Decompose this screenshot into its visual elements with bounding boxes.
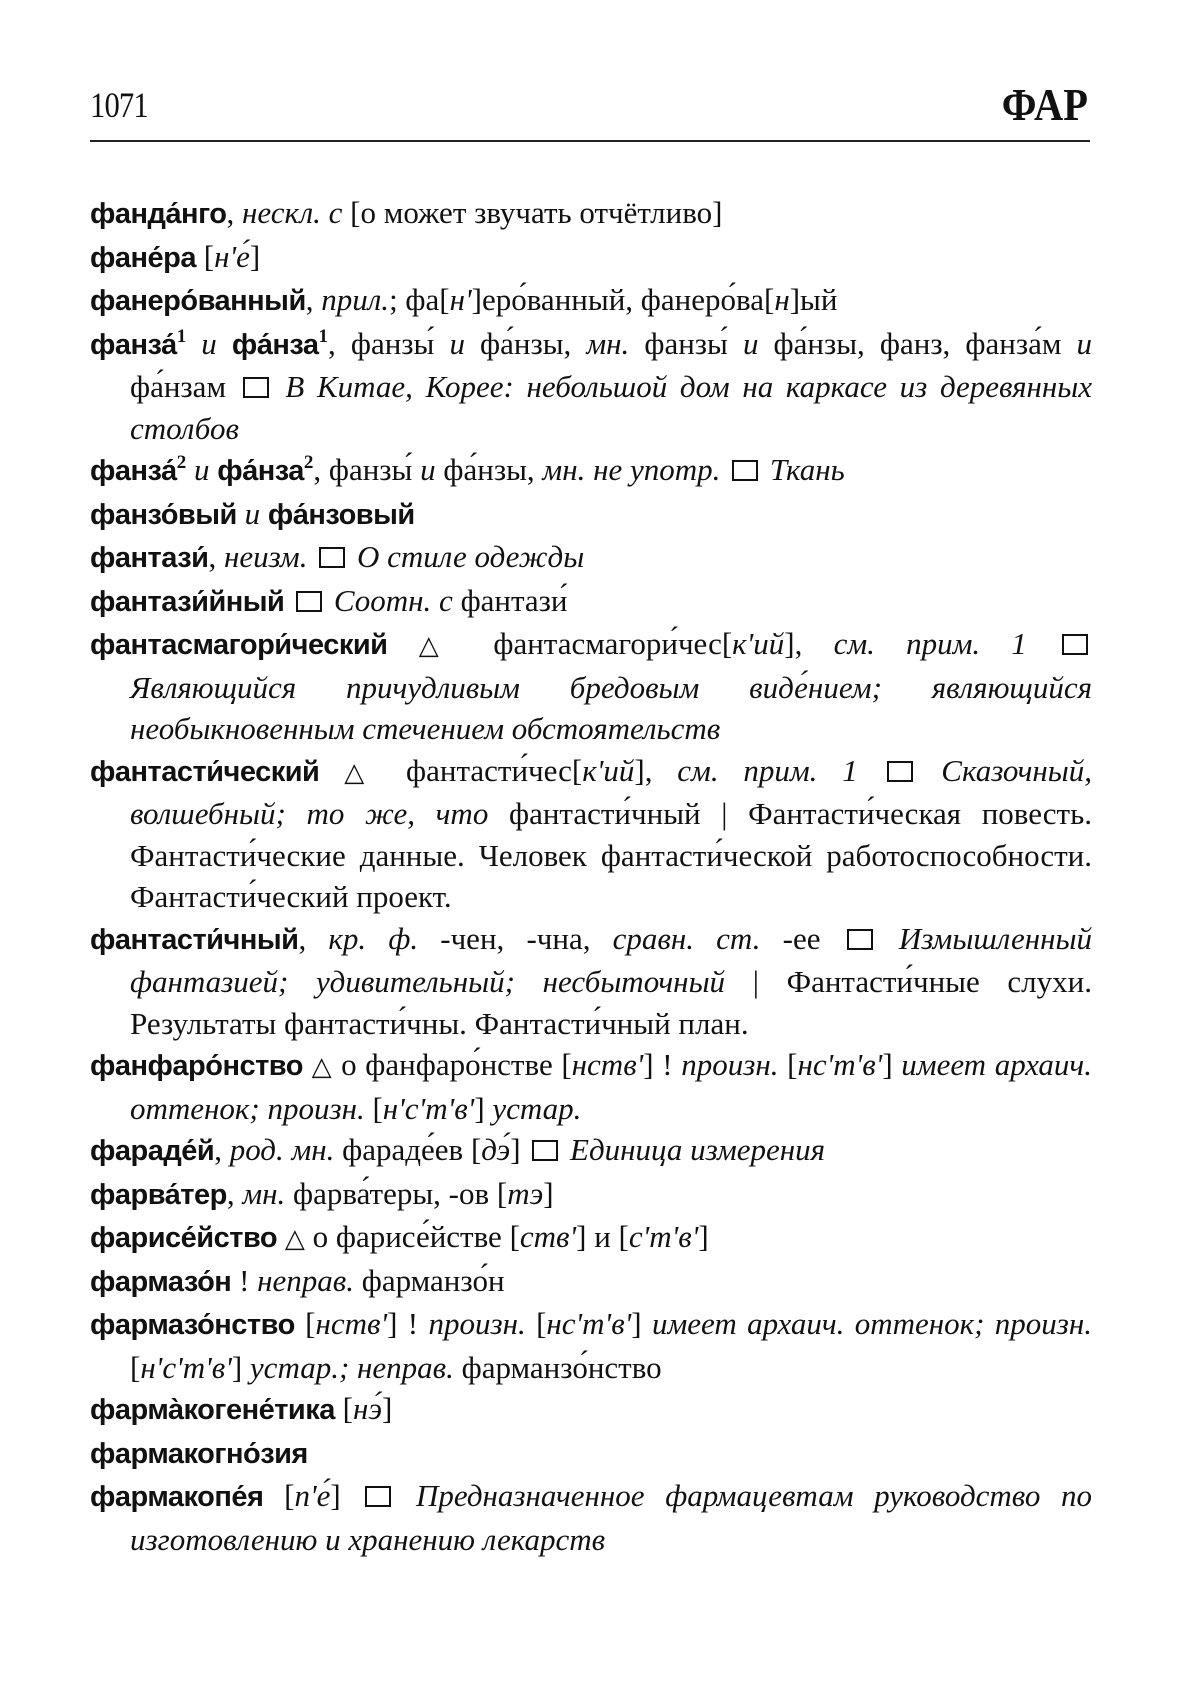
- grammar-note: род. мн.: [229, 1132, 335, 1167]
- entry-text: ]: [510, 1132, 529, 1167]
- entry-text: ]: [543, 1175, 554, 1211]
- entry-text: ]: [631, 1306, 652, 1341]
- entry-text: ]: [474, 1090, 493, 1126]
- definition-box-icon: [1062, 634, 1088, 655]
- entry-text: [: [130, 1349, 141, 1385]
- grammar-note: п'е́: [294, 1478, 331, 1513]
- entry-text: ] !: [387, 1306, 429, 1341]
- entry-text: фанзы́: [629, 325, 743, 361]
- grammar-note: мн.: [586, 325, 630, 361]
- dictionary-entry: [90, 1388, 1092, 1432]
- grammar-note: мн.: [242, 1175, 286, 1211]
- entry-text: [858, 753, 883, 788]
- grammar-note: нств': [571, 1047, 644, 1082]
- grammar-note: произн.: [428, 1306, 526, 1341]
- grammar-note: Ткань: [762, 452, 845, 487]
- grammar-note: Единица измерения: [562, 1132, 826, 1167]
- grammar-note: и: [1076, 325, 1093, 361]
- grammar-note: устар.; неправ.: [249, 1349, 454, 1385]
- headword-variant: фа́нзовый: [267, 498, 415, 531]
- homonym-index: 1: [176, 325, 187, 347]
- headword: фармазо́н: [90, 1265, 232, 1298]
- headword: фантасти́ческий: [90, 755, 320, 788]
- grammar-note: Сказочный, волшебный; то же, что: [130, 752, 1092, 831]
- headword: фанеро́ванный: [90, 285, 306, 317]
- entry-text: ]ый: [789, 282, 838, 317]
- definition-box-icon: [296, 591, 322, 612]
- entry-text: ],: [634, 752, 678, 788]
- entry-text: фантасмагори́чес[: [462, 626, 733, 661]
- entry-text: [307, 539, 315, 574]
- dictionary-entry: [90, 750, 1092, 918]
- dictionary-entry: [90, 1260, 1092, 1304]
- grammar-note: и: [236, 495, 268, 531]
- grammar-note: и: [449, 325, 465, 361]
- dictionary-entry: [90, 1129, 1092, 1173]
- entry-text: , фанзы́: [313, 452, 421, 487]
- entry-text: ,: [305, 282, 322, 317]
- entry-text: ; фа[: [389, 282, 450, 317]
- headword: фане́ра: [90, 241, 196, 274]
- header-rule: [90, 140, 1090, 142]
- entry-text: [: [294, 1306, 316, 1341]
- dictionary-entry: [90, 536, 1092, 580]
- entry-text: ,: [226, 195, 242, 230]
- grammar-note: н'с'т'в': [140, 1349, 232, 1385]
- headword: фарисе́йство: [90, 1222, 278, 1254]
- dictionary-entry: [90, 1173, 1092, 1217]
- headword: фанфаро́нство: [90, 1050, 303, 1082]
- entry-text: !: [231, 1262, 258, 1298]
- entry-text: ]: [382, 1391, 393, 1426]
- headword: фанза́: [90, 328, 177, 361]
- grammar-note: Измышленный фантазией; удивительный; несбыточный: [130, 920, 1093, 999]
- entry-text: [1027, 626, 1058, 661]
- page-number: 1071: [90, 85, 148, 125]
- entry-text: [319, 753, 344, 788]
- entry-text: [: [525, 1306, 547, 1341]
- grammar-note: н: [774, 282, 790, 317]
- dictionary-entry: [90, 449, 1092, 493]
- grammar-note: нс'т'в': [797, 1047, 883, 1082]
- grammar-note: и: [742, 325, 759, 361]
- headword: фанда́нго: [90, 198, 227, 230]
- entry-text: фарманзо́н: [354, 1262, 505, 1298]
- homonym-index: 2: [176, 452, 187, 473]
- grammar-note: и: [186, 325, 232, 361]
- headword: фанзо́вый: [90, 498, 237, 531]
- entry-text: [303, 1047, 312, 1082]
- grammar-note: нэ́: [352, 1391, 383, 1426]
- entry-text: о фарисе́йстве [: [304, 1219, 520, 1254]
- homonym-index: 2: [303, 452, 314, 473]
- dictionary-entry: [90, 493, 1092, 537]
- entry-text: ,: [226, 1175, 243, 1211]
- entry-text: ],: [784, 626, 834, 661]
- headword: фарва́тер: [90, 1178, 227, 1211]
- grammar-note: имеет архаич. оттенок; произн.: [130, 1047, 1092, 1126]
- definition-box-icon: [243, 377, 269, 398]
- entry-text: [277, 1219, 285, 1254]
- grammar-note: н': [449, 282, 472, 317]
- entry-text: -чен, -чна,: [418, 920, 613, 956]
- entry-text: ]еро́ванный, фанеро́ва[: [471, 282, 775, 317]
- entry-text: ,: [298, 920, 329, 956]
- grammar-note: Предназначенное фармацевтам руководство по изготовлению и хранению лекарств: [130, 1478, 1092, 1557]
- dictionary-entry: [90, 1432, 1092, 1476]
- entry-text: фа́нзы,: [464, 325, 587, 361]
- triangle-icon: △: [311, 1052, 333, 1081]
- entry-text: ]: [882, 1047, 902, 1082]
- entry-text: ]: [231, 1349, 250, 1385]
- entry-text: фарманзо́нство: [453, 1349, 662, 1385]
- headword-variant: фа́нза: [217, 455, 304, 487]
- grammar-note: неизм.: [223, 539, 308, 574]
- entry-text: ] и [: [576, 1219, 629, 1254]
- headword: фантази́йный: [90, 585, 285, 618]
- grammar-note: имеет архаич. оттенок; произн.: [651, 1306, 1093, 1341]
- dictionary-entry: [90, 323, 1092, 450]
- entry-text: фа́нзы,: [435, 452, 543, 487]
- headword: фантасти́чный: [90, 923, 299, 956]
- grammar-note: прил.: [321, 282, 390, 317]
- dictionary-entry: [90, 1475, 1092, 1560]
- headword: фармакопе́я: [90, 1481, 264, 1513]
- entry-text: ]: [330, 1478, 362, 1513]
- grammar-note: нств': [315, 1306, 388, 1341]
- definition-box-icon: [887, 761, 913, 782]
- definition-box-icon: [319, 547, 345, 568]
- grammar-note: к'ий: [732, 626, 785, 661]
- dictionary-entry: [90, 1303, 1092, 1388]
- grammar-note: н'е́: [214, 238, 250, 274]
- entry-text: ]: [698, 1219, 709, 1254]
- triangle-icon: △: [344, 757, 382, 787]
- headword: фанза́: [90, 455, 177, 487]
- dictionary-entry: [90, 623, 1092, 750]
- dictionary-entry: [90, 1044, 1092, 1129]
- dictionary-entry: [90, 236, 1092, 280]
- headword: фантази́: [90, 542, 209, 574]
- grammar-note: Соотн. с: [326, 582, 453, 618]
- grammar-note: В Китае, Корее: небольшой дом на каркасе из деревянных столбов: [130, 369, 1092, 446]
- entry-text: | Фантасти́чные слухи. Результаты фантасти́чны. Фантасти́чный план.: [130, 964, 1092, 1041]
- grammar-note: дэ́: [481, 1132, 511, 1167]
- entry-text: [о может звучать отчётливо]: [342, 195, 723, 230]
- grammar-note: см. прим. 1: [677, 752, 858, 788]
- entry-text: ]: [249, 238, 261, 274]
- dictionary-entry: [90, 1216, 1092, 1260]
- grammar-note: см. прим. 1: [833, 626, 1027, 661]
- entry-text: фа́нзы, фанз, фанза́м: [758, 325, 1077, 361]
- grammar-note: мн. не употр.: [542, 452, 721, 487]
- grammar-note: к'ий: [582, 752, 635, 788]
- definition-box-icon: [365, 1486, 391, 1507]
- grammar-note: нескл. с: [241, 195, 343, 230]
- dictionary-entry: [90, 918, 1092, 1045]
- homonym-index: 1: [318, 325, 329, 347]
- entry-text: фарва́теры, -ов [: [285, 1175, 508, 1211]
- dictionary-entry: [90, 580, 1092, 624]
- entry-text: ,: [208, 539, 224, 574]
- grammar-note: и: [186, 452, 218, 487]
- headword: фармазо́нство: [90, 1309, 295, 1341]
- entry-text: -ее: [760, 920, 843, 956]
- dictionary-entry: [90, 279, 1092, 323]
- entry-text: [: [196, 238, 215, 274]
- running-head: ФАР: [1001, 79, 1088, 130]
- entry-text: [284, 583, 292, 618]
- definition-box-icon: [732, 460, 758, 481]
- grammar-note: нс'т'в': [546, 1306, 632, 1341]
- grammar-note: неправ.: [257, 1262, 354, 1298]
- dictionary-entries: [90, 192, 1092, 1560]
- grammar-note: с'т'в': [628, 1219, 699, 1254]
- entry-text: [: [334, 1391, 353, 1426]
- grammar-note: тэ: [507, 1175, 544, 1211]
- triangle-icon: △: [418, 631, 463, 660]
- dictionary-entry: [90, 192, 1092, 236]
- grammar-note: и: [420, 452, 436, 487]
- entry-text: [388, 626, 419, 661]
- definition-box-icon: [532, 1140, 558, 1161]
- grammar-note: Являющийся причудливым бредовым виде́нием; являющийся необыкновенным стечением обстоятельств: [130, 669, 1092, 746]
- headword: фарма̀когене́тика: [90, 1394, 335, 1426]
- grammar-note: произн.: [681, 1047, 779, 1082]
- page-header: [90, 78, 1090, 140]
- entry-text: [720, 452, 728, 487]
- entry-text: [: [778, 1047, 798, 1082]
- headword-variant: фа́нза: [231, 328, 319, 361]
- grammar-note: ств': [519, 1219, 577, 1254]
- grammar-note: устар.: [492, 1090, 582, 1126]
- headword: фармакогно́зия: [90, 1437, 308, 1470]
- entry-text: фа́нзам: [130, 369, 239, 404]
- entry-text: о фанфаро́нстве [: [332, 1047, 572, 1082]
- entry-text: , фанзы́: [328, 325, 450, 361]
- entry-text: ] !: [643, 1047, 682, 1082]
- entry-text: [: [364, 1090, 383, 1126]
- grammar-note: сравн. ст.: [612, 920, 761, 956]
- grammar-note: н'с'т'в': [382, 1090, 475, 1126]
- grammar-note: кр. ф.: [328, 920, 419, 956]
- entry-text: фараде́ев [: [334, 1132, 482, 1167]
- entry-text: фантасти́чный | Фантасти́ческая повесть. Фантасти́ческие данные. Человек фантасти́ческой работоспособности. Фантасти́ческий проект.: [130, 796, 1092, 914]
- entry-text: фантази́: [452, 582, 568, 618]
- headword: фантасмагори́ческий: [90, 629, 388, 661]
- entry-text: ,: [214, 1132, 230, 1167]
- definition-box-icon: [847, 929, 873, 950]
- entry-text: фантасти́чес[: [381, 752, 583, 788]
- headword: фараде́й: [90, 1135, 215, 1167]
- triangle-icon: △: [284, 1224, 305, 1253]
- entry-text: [: [263, 1478, 295, 1513]
- grammar-note: О стиле одежды: [349, 539, 585, 574]
